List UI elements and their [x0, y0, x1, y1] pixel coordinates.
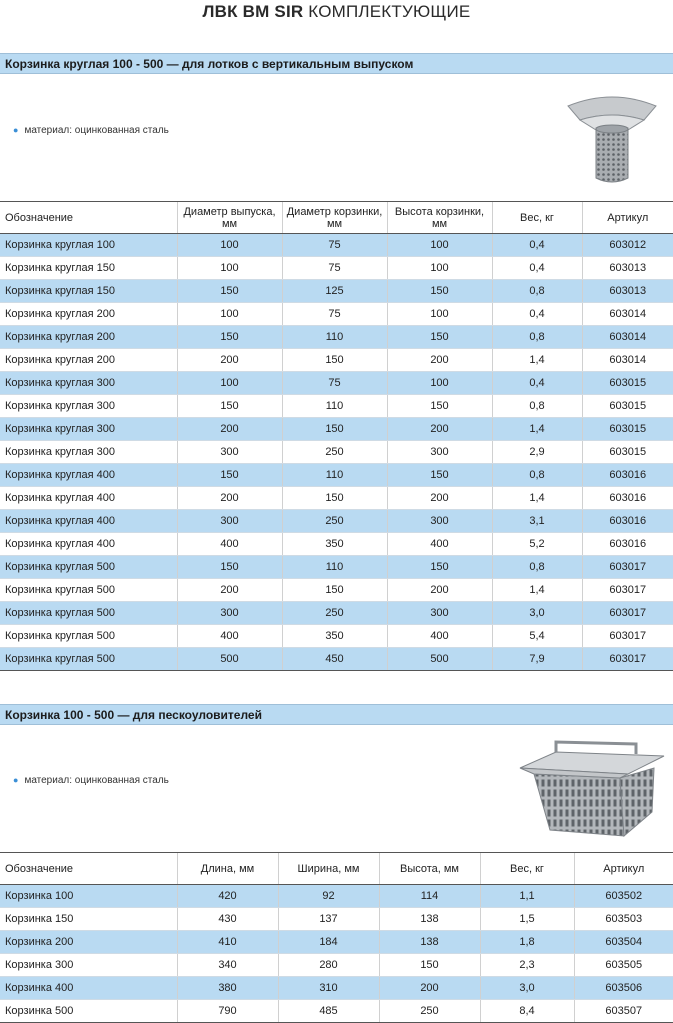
column-header: Вес, кг [492, 202, 582, 234]
table-cell: Корзинка 150 [0, 908, 177, 931]
table-cell: 125 [282, 280, 387, 303]
table-row [0, 510, 673, 533]
section2-material: ● материал: оцинкованная сталь [13, 775, 169, 786]
column-header: Высота корзинки, мм [387, 202, 492, 234]
table-cell: 1,4 [492, 487, 582, 510]
table-cell: 300 [387, 441, 492, 464]
table-cell: 0,4 [492, 303, 582, 326]
table-cell: 1,4 [492, 349, 582, 372]
table-cell: 603017 [582, 602, 673, 625]
column-header: Обозначение [0, 202, 177, 234]
table-cell: 150 [387, 464, 492, 487]
table-cell: Корзинка круглая 500 [0, 556, 177, 579]
table-cell: 92 [278, 885, 379, 908]
table-cell: 7,9 [492, 648, 582, 671]
column-header: Артикул [574, 853, 673, 885]
table-cell: 184 [278, 931, 379, 954]
table-row [0, 533, 673, 556]
table-cell: 603014 [582, 303, 673, 326]
table-row [0, 372, 673, 395]
table-row [0, 908, 673, 931]
table-cell: 300 [177, 441, 282, 464]
table-cell: Корзинка круглая 200 [0, 303, 177, 326]
table-cell: 603502 [574, 885, 673, 908]
table-cell: 0,4 [492, 257, 582, 280]
table-cell: Корзинка 300 [0, 954, 177, 977]
table-cell: 150 [387, 326, 492, 349]
table-row [0, 648, 673, 671]
table-cell: 0,8 [492, 556, 582, 579]
table-cell: 250 [282, 510, 387, 533]
table-cell: 300 [387, 510, 492, 533]
table-cell: 1,4 [492, 579, 582, 602]
table-cell: 603016 [582, 510, 673, 533]
section2-title: Корзинка 100 - 500 — для пескоуловителей [5, 708, 262, 722]
table-row [0, 418, 673, 441]
table-cell: Корзинка круглая 200 [0, 349, 177, 372]
table-cell: 603017 [582, 648, 673, 671]
section1-material: ● материал: оцинкованная сталь [13, 125, 169, 136]
table-cell: 110 [282, 326, 387, 349]
section1-table [0, 201, 673, 671]
table-cell: 300 [177, 602, 282, 625]
table-header-row [0, 202, 673, 234]
table-cell: Корзинка 200 [0, 931, 177, 954]
table-cell: Корзинка круглая 150 [0, 257, 177, 280]
table-cell: Корзинка круглая 200 [0, 326, 177, 349]
table-cell: 300 [177, 510, 282, 533]
table-cell: 410 [177, 931, 278, 954]
table-cell: 1,8 [480, 931, 574, 954]
column-header: Высота, мм [379, 853, 480, 885]
table-cell: 150 [177, 280, 282, 303]
table-cell: 2,3 [480, 954, 574, 977]
table-cell: Корзинка круглая 300 [0, 441, 177, 464]
table-cell: 250 [282, 441, 387, 464]
table-cell: 200 [177, 579, 282, 602]
bullet-icon: ● [13, 775, 19, 785]
table-cell: 603016 [582, 464, 673, 487]
table-cell: 603014 [582, 349, 673, 372]
table-cell: 138 [379, 908, 480, 931]
table-cell: 3,1 [492, 510, 582, 533]
section1-header [0, 53, 673, 74]
column-header: Диаметр выпуска, мм [177, 202, 282, 234]
table-row [0, 954, 673, 977]
table-cell: 150 [282, 487, 387, 510]
table-cell: 400 [387, 625, 492, 648]
table-cell: Корзинка круглая 300 [0, 395, 177, 418]
table-cell: 100 [387, 257, 492, 280]
table-row [0, 257, 673, 280]
table-cell: 380 [177, 977, 278, 1000]
table-cell: Корзинка круглая 400 [0, 464, 177, 487]
table-cell: 0,4 [492, 234, 582, 257]
table-cell: Корзинка 400 [0, 977, 177, 1000]
column-header: Артикул [582, 202, 673, 234]
column-header: Вес, кг [480, 853, 574, 885]
table-cell: 200 [379, 977, 480, 1000]
table-cell: 500 [177, 648, 282, 671]
table-row [0, 556, 673, 579]
table-cell: 200 [387, 349, 492, 372]
column-header: Ширина, мм [278, 853, 379, 885]
table-cell: 603507 [574, 1000, 673, 1023]
table-cell: Корзинка круглая 300 [0, 372, 177, 395]
section2-header [0, 704, 673, 725]
table-cell: 430 [177, 908, 278, 931]
table-row [0, 326, 673, 349]
table-cell: 100 [177, 234, 282, 257]
table-cell: 603016 [582, 533, 673, 556]
section2-table [0, 852, 673, 1023]
table-row [0, 234, 673, 257]
table-cell: 350 [282, 625, 387, 648]
table-cell: Корзинка круглая 100 [0, 234, 177, 257]
table-row [0, 280, 673, 303]
table-cell: 1,4 [492, 418, 582, 441]
round-basket-image [566, 92, 658, 188]
table-cell: Корзинка круглая 400 [0, 510, 177, 533]
table-cell: 150 [177, 464, 282, 487]
table-cell: 603017 [582, 625, 673, 648]
table-cell: 603012 [582, 234, 673, 257]
table-cell: 200 [177, 349, 282, 372]
table-cell: 603013 [582, 257, 673, 280]
page-title: ЛВК BM SIR КОМПЛЕКТУЮЩИЕ [202, 2, 471, 21]
table-cell: Корзинка круглая 500 [0, 579, 177, 602]
table-cell: 400 [177, 533, 282, 556]
table-row [0, 885, 673, 908]
table-cell: 150 [379, 954, 480, 977]
table-cell: Корзинка круглая 400 [0, 487, 177, 510]
table-cell: Корзинка круглая 150 [0, 280, 177, 303]
table-row [0, 464, 673, 487]
table-cell: Корзинка круглая 300 [0, 418, 177, 441]
table-cell: 603013 [582, 280, 673, 303]
table-cell: 137 [278, 908, 379, 931]
table-cell: Корзинка круглая 500 [0, 625, 177, 648]
bullet-icon: ● [13, 125, 19, 135]
table-cell: 150 [282, 579, 387, 602]
table-cell: 603505 [574, 954, 673, 977]
column-header: Длина, мм [177, 853, 278, 885]
table-cell: Корзинка круглая 500 [0, 602, 177, 625]
table-cell: 100 [387, 234, 492, 257]
table-cell: 603503 [574, 908, 673, 931]
table-row [0, 441, 673, 464]
table-cell: 0,8 [492, 464, 582, 487]
table-cell: 500 [387, 648, 492, 671]
table-cell: 400 [177, 625, 282, 648]
table-cell: Корзинка круглая 500 [0, 648, 177, 671]
table-cell: 603015 [582, 395, 673, 418]
table-row [0, 487, 673, 510]
table-cell: 603015 [582, 418, 673, 441]
table-cell: 150 [177, 395, 282, 418]
table-cell: 75 [282, 372, 387, 395]
table-cell: 110 [282, 556, 387, 579]
table-cell: 150 [177, 556, 282, 579]
table-cell: 200 [387, 579, 492, 602]
table-cell: 8,4 [480, 1000, 574, 1023]
table-cell: 280 [278, 954, 379, 977]
table-cell: 603017 [582, 556, 673, 579]
table-cell: 75 [282, 257, 387, 280]
table-cell: 603506 [574, 977, 673, 1000]
table-cell: 603504 [574, 931, 673, 954]
table-cell: 75 [282, 234, 387, 257]
table-header-row [0, 853, 673, 885]
table-cell: Корзинка круглая 400 [0, 533, 177, 556]
table-cell: 200 [387, 487, 492, 510]
table-cell: 100 [177, 372, 282, 395]
table-row [0, 395, 673, 418]
column-header: Диаметр корзинки, мм [282, 202, 387, 234]
table-cell: 300 [387, 602, 492, 625]
table-cell: 75 [282, 303, 387, 326]
table-cell: 150 [282, 418, 387, 441]
table-row [0, 1000, 673, 1023]
table-row [0, 349, 673, 372]
table-cell: 1,1 [480, 885, 574, 908]
table-cell: 485 [278, 1000, 379, 1023]
table-cell: 400 [387, 533, 492, 556]
table-cell: 100 [177, 257, 282, 280]
table-cell: 5,2 [492, 533, 582, 556]
table-cell: 603014 [582, 326, 673, 349]
table-cell: 3,0 [492, 602, 582, 625]
table-cell: 0,8 [492, 280, 582, 303]
table-cell: 350 [282, 533, 387, 556]
table-cell: 603017 [582, 579, 673, 602]
table-cell: 150 [177, 326, 282, 349]
table-cell: 340 [177, 954, 278, 977]
table-cell: 3,0 [480, 977, 574, 1000]
table-cell: 150 [387, 556, 492, 579]
table-cell: 100 [387, 303, 492, 326]
table-cell: 2,9 [492, 441, 582, 464]
column-header: Обозначение [0, 853, 177, 885]
table-cell: 100 [177, 303, 282, 326]
table-cell: 114 [379, 885, 480, 908]
table-cell: 420 [177, 885, 278, 908]
table-cell: 310 [278, 977, 379, 1000]
table-cell: 150 [282, 349, 387, 372]
table-cell: 200 [177, 418, 282, 441]
section1-title: Корзинка круглая 100 - 500 — для лотков с вертикальным выпуском [5, 57, 414, 71]
table-cell: Корзинка 500 [0, 1000, 177, 1023]
table-cell: 200 [177, 487, 282, 510]
table-cell: 200 [387, 418, 492, 441]
table-row [0, 977, 673, 1000]
table-cell: 110 [282, 464, 387, 487]
table-cell: 603016 [582, 487, 673, 510]
table-cell: 100 [387, 372, 492, 395]
table-cell: 150 [387, 395, 492, 418]
table-row [0, 931, 673, 954]
rect-basket-image [516, 738, 668, 840]
table-cell: 138 [379, 931, 480, 954]
table-row [0, 625, 673, 648]
table-row [0, 579, 673, 602]
table-cell: 5,4 [492, 625, 582, 648]
table-cell: 0,8 [492, 395, 582, 418]
table-cell: 603015 [582, 372, 673, 395]
table-cell: 603015 [582, 441, 673, 464]
table-cell: Корзинка 100 [0, 885, 177, 908]
table-cell: 790 [177, 1000, 278, 1023]
table-cell: 0,4 [492, 372, 582, 395]
table-cell: 0,8 [492, 326, 582, 349]
table-row [0, 303, 673, 326]
table-cell: 1,5 [480, 908, 574, 931]
table-cell: 150 [387, 280, 492, 303]
table-cell: 450 [282, 648, 387, 671]
table-row [0, 602, 673, 625]
table-cell: 250 [379, 1000, 480, 1023]
table-cell: 250 [282, 602, 387, 625]
table-cell: 110 [282, 395, 387, 418]
